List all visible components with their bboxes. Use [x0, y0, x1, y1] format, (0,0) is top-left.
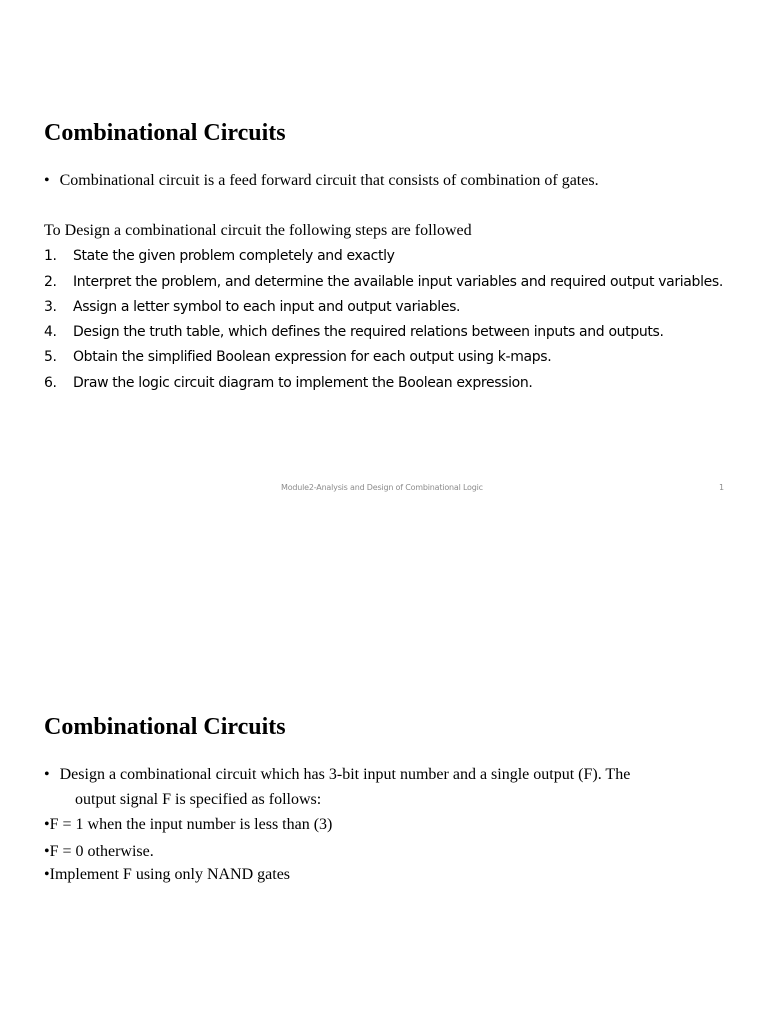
bullet-icon: • — [44, 843, 50, 860]
step-number: 3. — [44, 299, 57, 315]
step-text: Design the truth table, which defines the required relations between inputs and outputs. — [73, 324, 664, 340]
sub-bullet — [44, 842, 154, 862]
slide-footer: Module2-Analysis and Design of Combinational Logic — [281, 483, 483, 492]
sub-bullet — [44, 865, 290, 885]
slide-1-title: Combinational Circuits — [44, 120, 286, 146]
step-item — [44, 272, 723, 292]
slide-1-intro: To Design a combinational circuit the following steps are followed — [44, 222, 472, 239]
sub-bullet-text: Implement F using only NAND gates — [49, 866, 291, 883]
step-number: 2. — [44, 274, 57, 290]
step-number: 1. — [44, 248, 57, 264]
bullet-icon: • — [44, 816, 50, 833]
slide-2-bullet-line1: Design a combinational circuit which has 3-bit input number and a single output (F). The — [59, 766, 631, 783]
step-text: Draw the logic circuit diagram to implement the Boolean expression. — [73, 375, 533, 391]
step-item — [44, 322, 664, 342]
step-number: 5. — [44, 349, 57, 365]
slide-1-bullet — [44, 171, 599, 191]
sub-bullet-text: F = 1 when the input number is less than (3) — [49, 816, 333, 833]
step-number: 4. — [44, 324, 57, 340]
step-item — [44, 373, 533, 393]
step-item — [44, 297, 460, 317]
step-item — [44, 347, 551, 367]
slide-page-number: 1 — [719, 483, 724, 492]
step-number: 6. — [44, 375, 57, 391]
slide-2-bullet-line2: output signal F is specified as follows: — [75, 791, 322, 808]
sub-bullet-text: F = 0 otherwise. — [49, 843, 154, 860]
bullet-icon: • — [44, 866, 50, 883]
step-text: State the given problem completely and exactly — [73, 248, 395, 264]
slide-1-bullet-text: Combinational circuit is a feed forward circuit that consists of combination of gates. — [59, 172, 599, 189]
bullet-icon: • — [44, 766, 50, 783]
step-text: Interpret the problem, and determine the available input variables and required output variables. — [73, 274, 723, 290]
slide-2-title: Combinational Circuits — [44, 714, 286, 740]
step-text: Obtain the simplified Boolean expression for each output using k-maps. — [73, 349, 552, 365]
slide-2-bullet — [44, 765, 630, 785]
step-item — [44, 246, 395, 266]
bullet-icon: • — [44, 172, 50, 189]
step-text: Assign a letter symbol to each input and output variables. — [73, 299, 461, 315]
slide-2 — [0, 512, 768, 1024]
sub-bullet — [44, 815, 332, 835]
